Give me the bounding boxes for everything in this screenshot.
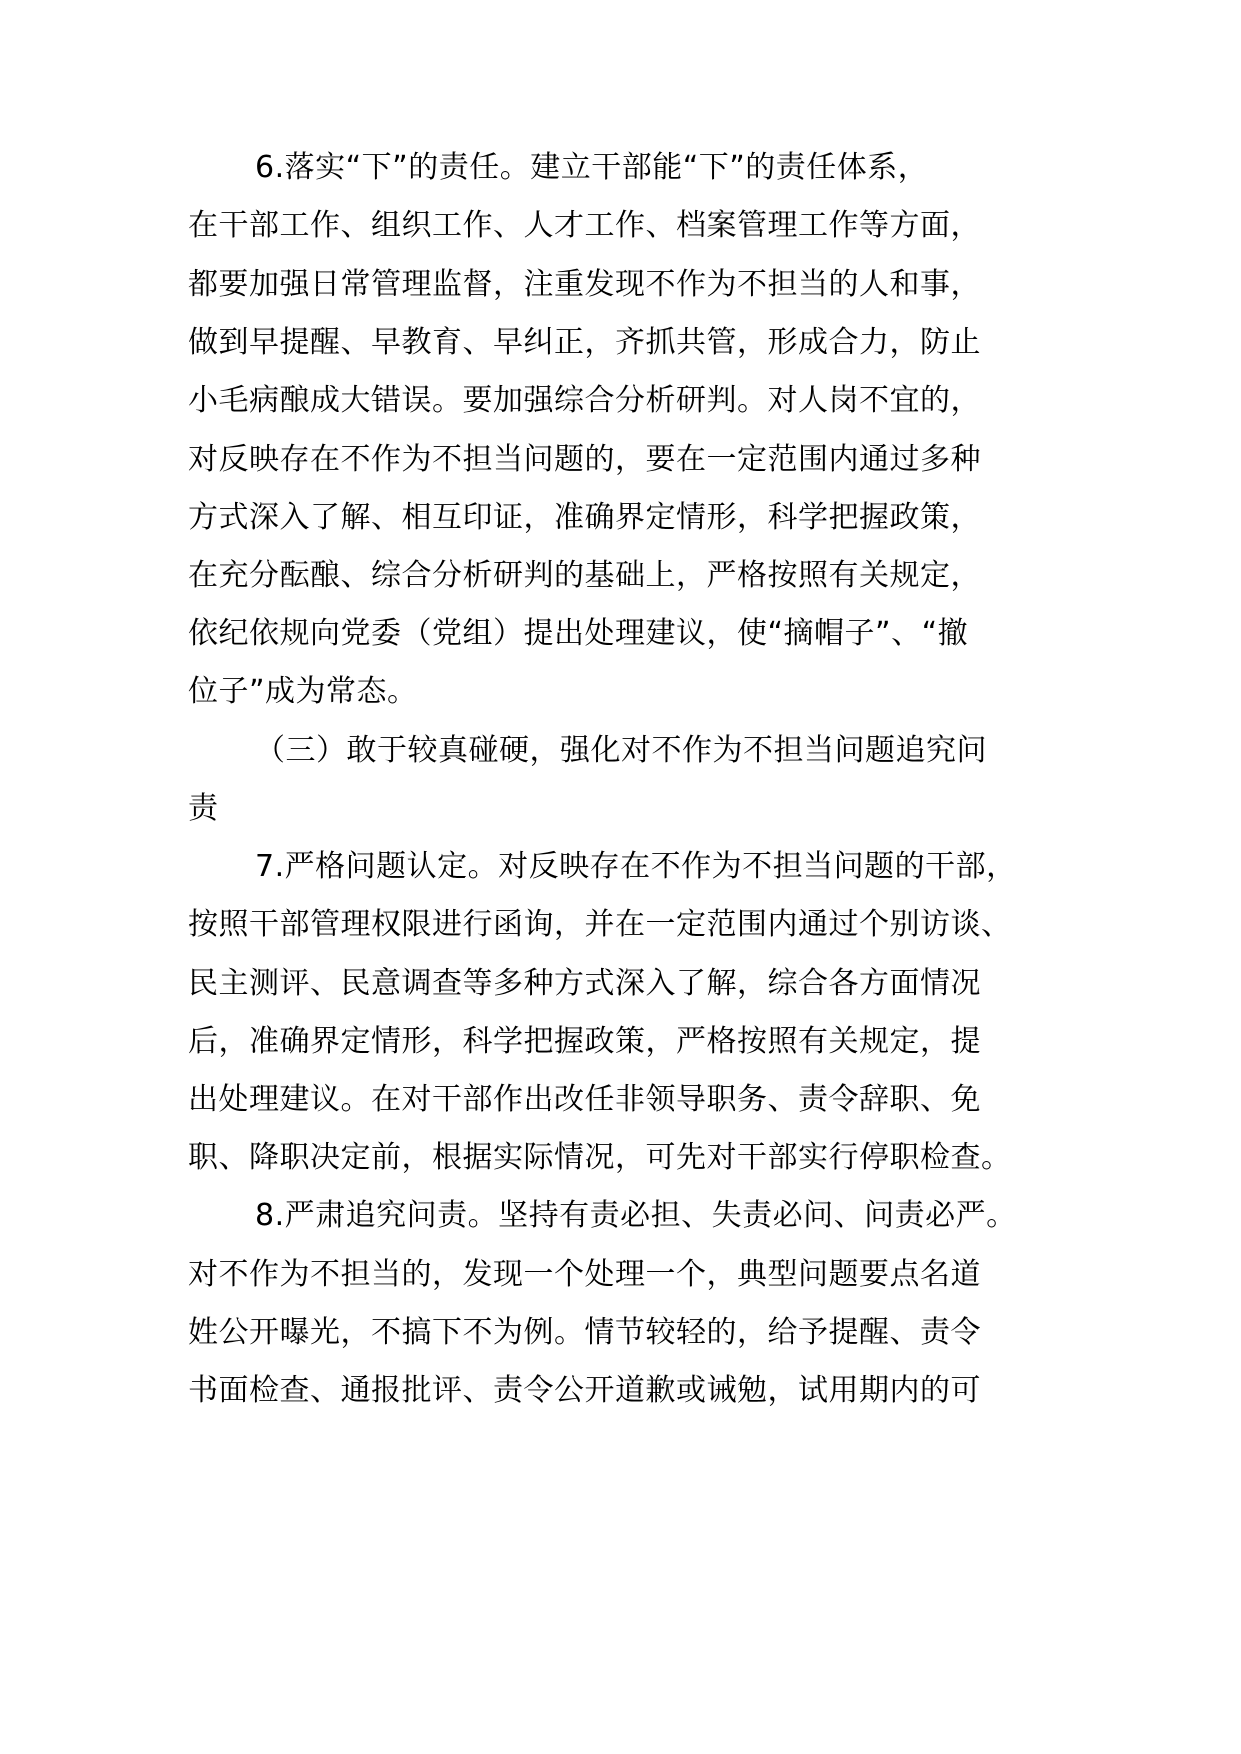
paragraph-6-line-8: 在充分酝酿、综合分析研判的基础上，严格按照有关规定，	[188, 558, 981, 593]
section-heading-line-1: （三）敢于较真碰硬，强化对不作为不担当问题追究问	[255, 733, 987, 768]
paragraph-6-line-1: 6.落实“下”的责任。建立干部能“下”的责任体系，	[255, 150, 929, 185]
paragraph-7-line-3: 民主测评、民意调查等多种方式深入了解，综合各方面情况	[188, 966, 981, 1001]
paragraph-6-line-4: 做到早提醒、早教育、早纠正，齐抓共管，形成合力，防止	[188, 325, 981, 360]
paragraph-6-line-7: 方式深入了解、相互印证，准确界定情形，科学把握政策，	[188, 500, 981, 535]
paragraph-7-line-5: 出处理建议。在对干部作出改任非领导职务、责令辞职、免	[188, 1082, 981, 1117]
paragraph-7-line-1: 7.严格问题认定。对反映存在不作为不担当问题的干部，	[255, 849, 1017, 884]
section-heading-line-2: 责	[188, 791, 219, 826]
paragraph-6-line-10: 位子”成为常态。	[188, 674, 418, 709]
paragraph-6-line-2: 在干部工作、组织工作、人才工作、档案管理工作等方面，	[188, 208, 981, 243]
paragraph-7-line-2: 按照干部管理权限进行函询，并在一定范围内通过个别访谈、	[188, 907, 1012, 942]
paragraph-8-line-4: 书面检查、通报批评、责令公开道歉或诫勉，试用期内的可	[188, 1373, 981, 1408]
paragraph-8-line-2: 对不作为不担当的，发现一个处理一个，典型问题要点名道	[188, 1257, 981, 1292]
paragraph-7-line-6: 职、降职决定前，根据实际情况，可先对干部实行停职检查。	[188, 1140, 1012, 1175]
paragraph-8-line-3: 姓公开曝光，不搞下不为例。情节较轻的，给予提醒、责令	[188, 1315, 981, 1350]
paragraph-7-line-4: 后，准确界定情形，科学把握政策，严格按照有关规定，提	[188, 1024, 981, 1059]
paragraph-6-line-5: 小毛病酿成大错误。要加强综合分析研判。对人岗不宜的，	[188, 383, 981, 418]
paragraph-6-line-6: 对反映存在不作为不担当问题的，要在一定范围内通过多种	[188, 442, 981, 477]
paragraph-6-line-9: 依纪依规向党委（党组）提出处理建议，使“摘帽子”、“撤	[188, 616, 969, 651]
paragraph-8-line-1: 8.严肃追究问责。坚持有责必担、失责必问、问责必严。	[255, 1198, 1017, 1233]
paragraph-6-line-3: 都要加强日常管理监督，注重发现不作为不担当的人和事，	[188, 267, 981, 302]
